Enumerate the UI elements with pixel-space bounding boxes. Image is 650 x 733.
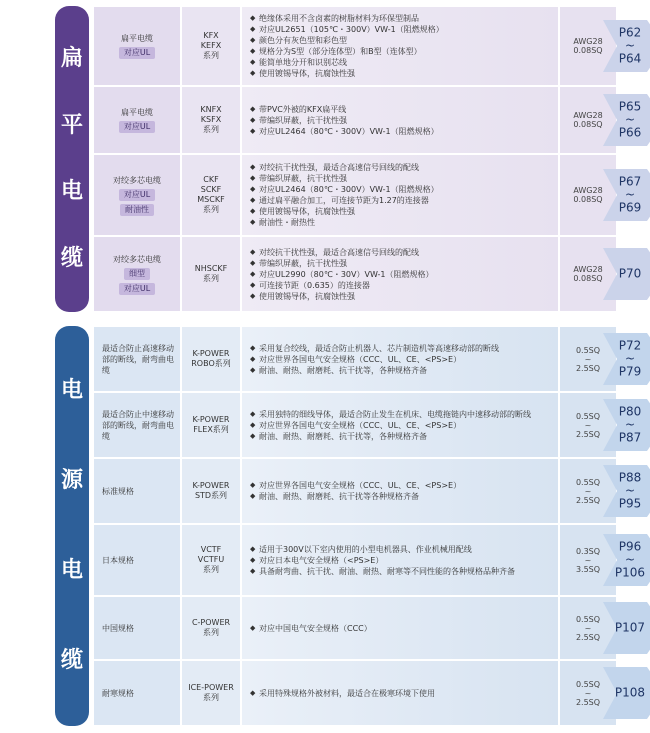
- model-cell: [181, 6, 241, 86]
- feature-list: [242, 343, 558, 376]
- table-row: [93, 458, 650, 524]
- feature-item: ◆ 带编织屏蔽，抗干扰性强: [250, 173, 554, 184]
- awg-size: AWG28 0.08SQ: [573, 186, 603, 204]
- page-reference-link[interactable]: P62 ~ P64: [618, 25, 642, 66]
- feature-item: ◆ 采用独特的细线导体，最适合防止发生在机床、电缆拖链内中速移动部的断线: [250, 409, 554, 420]
- cable-name-cell: [93, 458, 181, 524]
- feature-item: ◆ 对应UL2464（80℃・300V）VW-1（阻燃规格）: [250, 184, 554, 195]
- feature-item: ◆ 适用于300V以下室内使用的小型电机器具、作业机械用配线: [250, 544, 554, 555]
- cable-name-cell: [93, 524, 181, 596]
- page-reference-link[interactable]: P80 ~ P87: [618, 404, 642, 445]
- model-cell: [181, 236, 241, 312]
- feature-item: ◆ 耐油、耐热、耐磨耗、抗干扰等，各种规格齐备: [250, 365, 554, 376]
- table-row: [93, 326, 650, 392]
- features-cell: [241, 524, 559, 596]
- cable-name: 最适合防止中速移动部的断线，耐弯曲电缆: [102, 409, 174, 441]
- power-cable-side-label: [55, 326, 89, 726]
- awg-size: AWG28 0.08SQ: [573, 37, 603, 55]
- feature-item: ◆ 可连接节距（0.635）的连接器: [250, 280, 554, 291]
- side-char: 缆: [60, 648, 83, 673]
- ul-badge: 对应UL: [119, 189, 155, 201]
- feature-item: ◆ 对应日本电气安全规格（<PS>E）: [250, 555, 554, 566]
- model-cell: [181, 524, 241, 596]
- side-char: 电: [60, 378, 83, 403]
- feature-item: ◆ 耐油、耐热、耐磨耗、抗干扰等，各种规格齐备: [250, 431, 554, 442]
- feature-item: ◆ 采用复合绞线，最适合防止机器人、芯片制造机等高速移动部的断线: [250, 343, 554, 354]
- feature-item: ◆ 采用特殊规格外被材料，最适合在极寒环境下使用: [250, 688, 554, 699]
- feature-item: ◆ 对应世界各国电气安全规格（CCC、UL、CE、<PS>E）: [250, 420, 554, 431]
- power-cable-section: [0, 326, 650, 726]
- model-series: KNFX KSFX 系列: [200, 105, 222, 134]
- feature-item: ◆ 使用镀锡导体，抗腐蚀性强: [250, 291, 554, 302]
- table-row: [93, 524, 650, 596]
- table-row: [93, 86, 650, 154]
- cable-name: 扁平电缆: [121, 108, 153, 117]
- sq-size: 0.5SQ ~ 2.5SQ: [575, 477, 601, 505]
- feature-item: ◆ 对应UL2464（80℃・300V）VW-1（阻燃规格）: [250, 126, 554, 137]
- feature-list: [242, 544, 558, 577]
- features-cell: [241, 660, 559, 726]
- sq-size: 0.5SQ ~ 2.5SQ: [575, 679, 601, 707]
- flat-cable-side-label: [55, 6, 89, 312]
- page-reference-link[interactable]: P107: [614, 620, 646, 635]
- cable-name: 扁平电缆: [121, 34, 153, 43]
- feature-item: ◆ 具备耐弯曲、抗干扰、耐油、耐热、耐寒等不同性能的各种规格品种齐备: [250, 566, 554, 577]
- side-char: 扁: [60, 46, 83, 72]
- table-row: [93, 154, 650, 236]
- table-row: [93, 392, 650, 458]
- cable-name-cell: [93, 236, 181, 312]
- ul-badge: 对应UL: [119, 47, 155, 59]
- feature-list: [242, 13, 558, 79]
- features-cell: [241, 86, 559, 154]
- model-cell: [181, 154, 241, 236]
- page-reference-link[interactable]: P96 ~ P106: [614, 539, 646, 580]
- cable-name-cell: [93, 660, 181, 726]
- cable-name-cell: [93, 154, 181, 236]
- model-cell: [181, 458, 241, 524]
- model-series: NHSCKF 系列: [194, 264, 228, 283]
- cable-name-cell: [93, 596, 181, 660]
- feature-item: ◆ 对绞抗干扰性强，最适合高速信号回线的配线: [250, 162, 554, 173]
- feature-item: ◆ 带PVC外被的KFX扁平线: [250, 104, 554, 115]
- cable-name-cell: [93, 86, 181, 154]
- feature-item: ◆ 带编织屏蔽，抗干扰性强: [250, 115, 554, 126]
- features-cell: [241, 392, 559, 458]
- thin-type-badge: 细型: [124, 268, 150, 280]
- feature-item: ◆ 带编织屏蔽，抗干扰性强: [250, 258, 554, 269]
- model-series: K-POWER STD系列: [192, 481, 230, 500]
- oil-resistant-badge: 耐油性: [120, 204, 154, 216]
- model-cell: [181, 660, 241, 726]
- sq-size: 0.5SQ ~ 2.5SQ: [575, 614, 601, 642]
- page-reference-link[interactable]: P108: [614, 685, 646, 700]
- model-series: K-POWER FLEX系列: [192, 415, 230, 434]
- feature-item: ◆ 对应世界各国电气安全规格（CCC、UL、CE、<PS>E）: [250, 354, 554, 365]
- feature-list: [242, 480, 558, 502]
- table-row: [93, 596, 650, 660]
- feature-item: ◆ 对应世界各国电气安全规格（CCC、UL、CE、<PS>E）: [250, 480, 554, 491]
- feature-item: ◆ 绝缘体采用不含卤素的树脂材料为环保型制品: [250, 13, 554, 24]
- flat-cable-section: [0, 6, 650, 312]
- cable-name: 最适合防止高速移动部的断线，耐弯曲电缆: [102, 343, 174, 375]
- cable-name: 标准规格: [102, 486, 134, 496]
- table-row: [93, 660, 650, 726]
- model-series: CKF SCKF MSCKF 系列: [197, 175, 225, 214]
- feature-list: [242, 409, 558, 442]
- cable-name: 日本规格: [102, 555, 134, 565]
- page-reference-link[interactable]: P67 ~ P69: [618, 174, 642, 215]
- sq-size: 0.5SQ ~ 2.5SQ: [575, 411, 601, 439]
- feature-item: ◆ 规格分为S型（部分连体型）和B型（连体型）: [250, 46, 554, 57]
- ul-badge: 对应UL: [119, 121, 155, 133]
- model-cell: [181, 596, 241, 660]
- feature-item: ◆ 对绞抗干扰性强，最适合高速信号回线的配线: [250, 247, 554, 258]
- cable-name: 中国规格: [102, 623, 134, 633]
- cable-name-cell: [93, 392, 181, 458]
- feature-item: ◆ 对应中国电气安全规格（CCC）: [250, 623, 554, 634]
- feature-item: ◆ 耐油、耐热、耐磨耗、抗干扰等各种规格齐备: [250, 491, 554, 502]
- sq-size: 0.5SQ ~ 2.5SQ: [575, 345, 601, 373]
- table-row: [93, 6, 650, 86]
- feature-item: ◆ 对应UL2651（105℃・300V）VW-1（阻燃规格）: [250, 24, 554, 35]
- features-cell: [241, 596, 559, 660]
- model-cell: [181, 326, 241, 392]
- feature-list: [242, 247, 558, 302]
- features-cell: [241, 458, 559, 524]
- cable-name: 对绞多芯电缆: [113, 175, 161, 185]
- cable-name: 对绞多芯电缆: [113, 254, 161, 264]
- table-row: [93, 236, 650, 312]
- side-char: 缆: [60, 245, 83, 271]
- page-reference-link[interactable]: P88 ~ P95: [618, 470, 642, 511]
- model-cell: [181, 392, 241, 458]
- page-reference-link[interactable]: P70: [618, 266, 642, 281]
- feature-list: [242, 688, 558, 699]
- feature-item: ◆ 能简单地分开和识别芯线: [250, 57, 554, 68]
- page-reference-link[interactable]: P72 ~ P79: [618, 338, 642, 379]
- feature-item: ◆ 通过扁平融合加工，可连接节距为1.27的连接器: [250, 195, 554, 206]
- feature-item: ◆ 对应UL2990（80℃・30V）VW-1（阻燃规格）: [250, 269, 554, 280]
- feature-item: ◆ 耐油性・耐热性: [250, 217, 554, 228]
- cable-name-cell: [93, 6, 181, 86]
- cable-name: 耐寒规格: [102, 688, 134, 698]
- features-cell: [241, 154, 559, 236]
- features-cell: [241, 6, 559, 86]
- side-char: 源: [60, 468, 83, 493]
- sq-size: 0.3SQ ~ 3.5SQ: [575, 546, 601, 574]
- feature-item: ◆ 使用镀锡导体，抗腐蚀性强: [250, 68, 554, 79]
- awg-size: AWG28 0.08SQ: [573, 265, 603, 283]
- feature-list: [242, 623, 558, 634]
- feature-list: [242, 162, 558, 228]
- model-series: ICE-POWER 系列: [188, 683, 234, 702]
- model-series: K-POWER ROBO系列: [191, 349, 231, 368]
- features-cell: [241, 236, 559, 312]
- side-char: 电: [60, 179, 83, 205]
- feature-item: ◆ 使用镀锡导体，抗腐蚀性强: [250, 206, 554, 217]
- model-cell: [181, 86, 241, 154]
- feature-list: [242, 104, 558, 137]
- model-series: KFX KEFX 系列: [200, 31, 222, 60]
- side-char: 电: [60, 558, 83, 583]
- ul-badge: 对应UL: [119, 283, 155, 295]
- cable-name-cell: [93, 326, 181, 392]
- awg-size: AWG28 0.08SQ: [573, 111, 603, 129]
- model-series: VCTF VCTFU 系列: [197, 545, 225, 574]
- side-char: 平: [60, 112, 83, 138]
- features-cell: [241, 326, 559, 392]
- feature-item: ◆ 颜色分有灰色型和彩色型: [250, 35, 554, 46]
- model-series: C-POWER 系列: [191, 618, 231, 637]
- page-reference-link[interactable]: P65 ~ P66: [618, 99, 642, 140]
